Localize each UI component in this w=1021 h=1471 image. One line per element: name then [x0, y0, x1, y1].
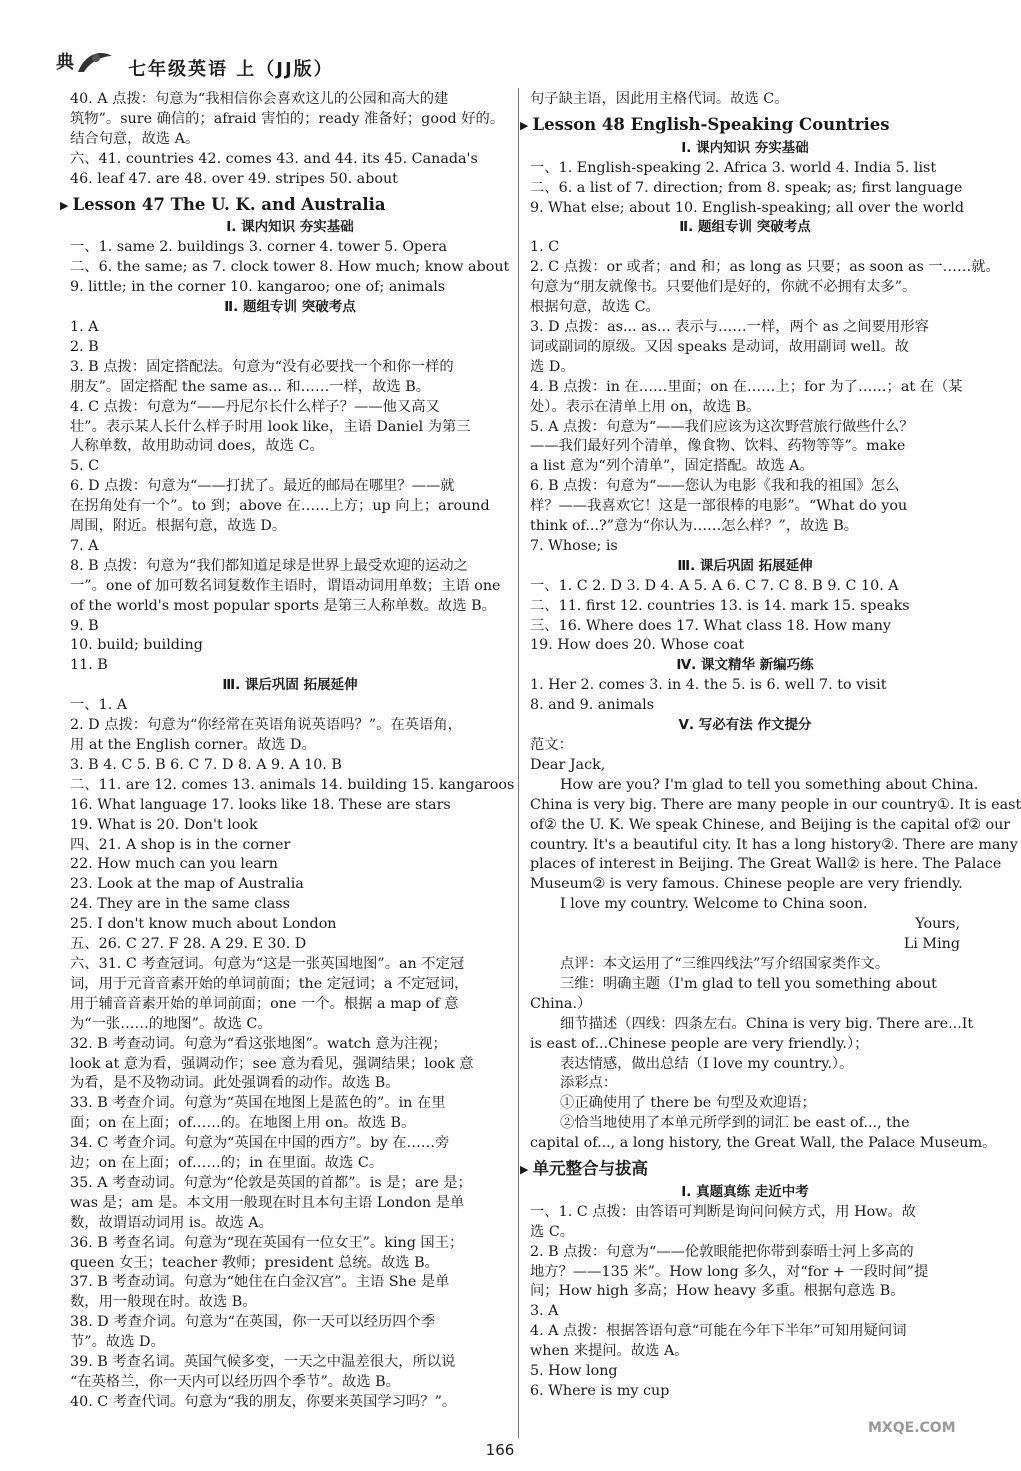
paragraph-line: 细节描述（四线：四条左右。China is very big. There are...It	[560, 1015, 974, 1032]
left-column	[70, 90, 515, 1413]
answer-line: 19. What is 20. Don't look	[70, 816, 258, 833]
answer-line: 4. C 点拨：句意为“——丹尼尔长什么样子？——他又高又	[70, 398, 440, 415]
answer-line: 句子缺主语，因此用主格代词。故选 C。	[530, 91, 789, 107]
answer-line: 句意为“朋友就像书。只要他们是好的，你就不必拥有太多”。	[530, 279, 917, 296]
answer-line: 40. C 考查代词。句意为“我的朋友，你要来英国学习吗？”。	[70, 1393, 457, 1410]
answer-line: 一、1. same 2. buildings 3. corner 4. tower 5. Opera	[70, 239, 448, 256]
answer-line: 词，用于元音音素开始的单词前面；the 定冠词；a 不定冠词，	[70, 975, 469, 992]
section-heading: Ⅱ. 题组专训 突破考点	[679, 219, 811, 236]
section-heading: Ⅰ. 课内知识 夯实基础	[226, 219, 354, 236]
lesson-heading: ▶ Lesson 47 The U. K. and Australia	[60, 195, 510, 216]
paragraph-line: 三维：明确主题（I'm glad to tell you something about	[560, 975, 937, 992]
answer-line: a list 意为“列个清单”，固定搭配。故选 A。	[530, 458, 814, 475]
answer-line: 一、1. English-speaking 2. Africa 3. world 4. India 5. list	[530, 159, 937, 176]
page-header	[38, 28, 963, 78]
answer-line: 处）。表示在清单上用 on，故选 B。	[530, 398, 761, 415]
answer-line: 用于辅音音素开始的单词前面；one 一个。根据 a map of 意	[70, 995, 459, 1012]
answer-line: 3. B 点拨：固定搭配法。句意为“没有必要找一个和你一样的	[70, 358, 454, 375]
answer-line: 词或副词的原级。又因 speaks 是动词，故用副词 well。故	[530, 338, 909, 355]
answer-line: “在英格兰，你一天内可以经历四个季节”。故选 B。	[70, 1374, 400, 1390]
section-heading: Ⅲ. 课后巩固 拓展延伸	[677, 557, 813, 574]
answer-line: 1. C	[530, 239, 560, 256]
answer-line: places of interest in Beijing. The Great Wall② is here. The Palace	[530, 856, 1002, 873]
answer-line: 4. B 点拨：in 在……里面；on 在……上；for 为了……；at 在（某	[530, 378, 963, 395]
paragraph-line: I love my country. Welcome to China soon.	[560, 896, 868, 913]
section-heading: Ⅴ. 写必有法 作文提分	[678, 717, 812, 734]
section-heading: Ⅳ. 课文精华 新编巧练	[676, 657, 814, 674]
answer-line: 筑物”。sure 确信的；afraid 害怕的；ready 准备好；good 好的。	[70, 110, 505, 127]
answer-line: 9. B	[70, 617, 99, 634]
answer-line: 选 C。	[530, 1223, 575, 1240]
answer-line: 一、1. C 点拨：由答语可判断是询问问候方式，用 How。故	[530, 1203, 917, 1220]
answer-line: Dear Jack,	[530, 756, 606, 773]
answer-line: 24. They are in the same class	[70, 896, 290, 913]
answer-line: 数，故谓语动词用 is。故选 A。	[70, 1214, 273, 1231]
paragraph-line: ①正确使用了 there be 句型及欢迎语；	[560, 1095, 816, 1112]
answer-line: 四、21. A shop is in the corner	[70, 836, 291, 853]
answer-line: 22. How much can you learn	[70, 856, 278, 873]
answer-line: 9. little; in the corner 10. kangaroo; one of; animals	[70, 279, 446, 296]
section-heading: Ⅰ. 真题真练 走近中考	[681, 1183, 809, 1200]
answer-line: 为看，是不及物动词。此处强调看的动作。故选 B。	[70, 1075, 400, 1092]
answer-line: 1. A	[70, 318, 99, 335]
answer-line: was 是；am 是。本文用一般现在时且本句主语 London 是单	[70, 1194, 465, 1211]
answer-line: of② the U. K. We speak Chinese, and Beijing is the capital of② our	[530, 816, 1011, 833]
answer-line: 23. Look at the map of Australia	[70, 876, 304, 893]
answer-line: 38. D 考查介词。句意为“在英国，你一天可以经历四个季	[70, 1314, 436, 1331]
answer-line: when 来提问。故选 A。	[530, 1343, 689, 1360]
answer-line: 六、31. C 考查冠词。句意为“这是一张英国地图”。an 不定冠	[70, 955, 465, 972]
answer-line: 8. B 点拨：句意为“我们都知道足球是世界上最受欢迎的运动之	[70, 557, 468, 574]
lesson-heading: ▶ 单元整合与拔高	[520, 1159, 960, 1180]
paragraph-line: ②恰当地使用了本单元所学到的词汇 be east of..., the	[560, 1115, 910, 1132]
answer-line: 范文：	[530, 737, 573, 753]
answer-line: 人称单数，故用助动词 does，故选 C。	[70, 438, 324, 455]
answer-line: 6. Where is my cup	[530, 1383, 670, 1399]
answer-line: 16. What language 17. looks like 18. These are stars	[70, 796, 451, 813]
answer-line: 8. and 9. animals	[530, 697, 655, 714]
answer-line: 36. B 考查名词。句意为“现在英国有一位女王”。king 国王；	[70, 1234, 464, 1251]
paragraph-line: 添彩点：	[560, 1075, 618, 1092]
answer-line: 数，用一般现在时。故选 B。	[70, 1294, 257, 1311]
section-heading: Ⅰ. 课内知识 夯实基础	[681, 139, 809, 156]
answer-line: 25. I don't know much about London	[70, 916, 337, 933]
answer-line: 二、11. first 12. countries 13. is 14. mark 15. speaks	[530, 597, 910, 614]
answer-line: 一、1. C 2. D 3. D 4. A 5. A 6. C 7. C 8. B 9. C 10. A	[530, 577, 899, 594]
answer-line: 二、6. a list of 7. direction; from 8. speak; as; first language	[530, 179, 963, 196]
paragraph-line: 表达情感，做出总结（I love my country.）。	[560, 1055, 854, 1072]
answer-line: 32. B 考查动词。句意为“看这张地图”。watch 意为注视；	[70, 1035, 447, 1052]
signature-line: Yours,	[915, 916, 960, 933]
answer-line: 一、1. A	[70, 697, 128, 714]
answer-line: 3. A	[530, 1303, 559, 1320]
section-heading: Ⅱ. 题组专训 突破考点	[224, 299, 356, 316]
answer-line: 用 at the English corner。故选 D。	[70, 737, 316, 753]
answer-line: 5. A 点拨：句意为“——我们应该为这次野营旅行做些什么？	[530, 418, 914, 435]
answer-line: 10. build; building	[70, 637, 203, 654]
answer-line: 1. Her 2. comes 3. in 4. the 5. is 6. well 7. to visit	[530, 677, 887, 694]
answer-line: 周围，附近。根据句意，故选 D。	[70, 518, 287, 535]
answer-line: 2. C 点拨：or 或者；and 和；as long as 只要；as soon as 一……就。	[530, 259, 1000, 276]
answer-line: 壮”。表示某人长什么样子时用 look like，主语 Daniel 为第三	[70, 418, 471, 435]
answer-line: 2. B 点拨：句意为“——伦敦眼能把你带到泰晤士河上多高的	[530, 1243, 914, 1260]
answer-line: 在拐角处有一个”。to 到；above 在……上方；up 向上；around	[70, 498, 490, 515]
right-column	[530, 90, 1021, 1402]
answer-line: of the world's most popular sports 是第三人称单数。故选 B。	[70, 597, 496, 614]
answer-line: 选 D。	[530, 358, 575, 375]
answer-line: 朋友”。固定搭配 the same as... 和……一样，故选 B。	[70, 378, 431, 395]
answer-line: 33. B 考查介词。句意为“英国在地图上是蓝色的”。in 在里	[70, 1095, 446, 1112]
answer-line: 样？——我喜欢它！这是一部很棒的电影”。“What do you	[530, 498, 908, 515]
answer-line: 边；on 在上面；of……的；in 在里面。故选 C。	[70, 1155, 384, 1172]
answer-line: 地方？——135 米”。How long 多久，对“for + 一段时间”提	[530, 1263, 929, 1280]
watermark: MXQE.COM	[868, 1420, 956, 1436]
answer-line: 六、41. countries 42. comes 43. and 44. its 45. Canada's	[70, 150, 478, 167]
answer-line: 40. A 点拨：句意为“我相信你会喜欢这儿的公园和高大的建	[70, 91, 449, 107]
answer-line: 二、11. are 12. comes 13. animals 14. building 15. kangaroos	[70, 776, 515, 793]
answer-line: 五、26. C 27. F 28. A 29. E 30. D	[70, 936, 307, 953]
answer-line: 节”。故选 D。	[70, 1334, 165, 1351]
answer-line: 19. How does 20. Whose coat	[530, 637, 745, 654]
answer-line: 9. What else; about 10. English-speaking; all over the world	[530, 199, 965, 216]
answer-line: 问；How high 多高；How heavy 多重。根据句意选 B。	[530, 1283, 905, 1300]
answer-line: queen 女王；teacher 教师；president 总统。故选 B。	[70, 1254, 439, 1271]
answer-line: 7. Whose; is	[530, 537, 618, 554]
book-title: 七年级英语 上（JJ版）	[128, 59, 334, 80]
answer-line: 6. D 点拨：句意为“——打扰了。最近的邮局在哪里？——就	[70, 478, 455, 495]
lesson-heading: ▶ Lesson 48 English-Speaking Countries	[520, 115, 960, 136]
answer-line: 11. B	[70, 657, 108, 674]
answer-line: look at 意为看，强调动作；see 意为看见，强调结果；look 意	[70, 1055, 474, 1072]
svg-text:典: 典	[56, 52, 74, 73]
answer-line: 面；on 在上面；of……的。在地图上用 on。故选 B。	[70, 1115, 416, 1132]
section-heading: Ⅲ. 课后巩固 拓展延伸	[222, 677, 358, 694]
answer-line: think of...?”意为“你认为……怎么样？”，故选 B。	[530, 518, 859, 535]
paragraph-line: 点评：本文运用了“三维四线法”写介绍国家类作文。	[560, 955, 890, 972]
column-divider	[518, 88, 519, 1438]
answer-line: 一”。one of 加可数名词复数作主语时，谓语动词用单数；主语 one	[70, 577, 501, 594]
answer-line: 结合句意，故选 A。	[70, 130, 200, 147]
signature-line: Li Ming	[903, 936, 960, 953]
answer-line: ——我们最好列个清单，像食物、饮料、药物等等”。make	[530, 438, 906, 455]
answer-line: 7. A	[70, 537, 99, 554]
answer-line: 根据句意，故选 C。	[530, 299, 660, 316]
answer-line: 3. B 4. C 5. B 6. C 7. D 8. A 9. A 10. B	[70, 756, 342, 773]
answer-line: 5. C	[70, 458, 100, 475]
answer-line: 46. leaf 47. are 48. over 49. stripes 50. about	[70, 170, 398, 187]
answer-line: is east of...Chinese people are very friendly.）；	[530, 1035, 869, 1052]
answer-line: 3. D 点拨：as... as... 表示与……一样，两个 as 之间要用形容	[530, 318, 929, 335]
answer-line: China is very big. There are many people in our country①. It is east	[530, 796, 1021, 813]
answer-line: 5. How long	[530, 1363, 618, 1380]
answer-line: 二、6. the same; as 7. clock tower 8. How much; know about	[70, 259, 510, 276]
answer-line: 4. A 点拨：根据答语句意“可能在今年下半年”可知用疑问词	[530, 1323, 907, 1340]
answer-line: 6. B 点拨：句意为“——您认为电影《我和我的祖国》怎么	[530, 478, 900, 495]
answer-line: 2. D 点拨：句意为“你经常在英语角说英语吗？”。在英语角，	[70, 717, 462, 734]
answer-line: 39. B 考查名词。英国气候多变，一天之中温差很大，所以说	[70, 1354, 456, 1371]
page-number: 166	[485, 1441, 515, 1459]
answer-line: 三、16. Where does 17. What class 18. How many	[530, 617, 892, 634]
answer-line: capital of..., a long history, the Great Wall, the Palace Museum。	[530, 1135, 997, 1152]
answer-line: China.）	[530, 995, 592, 1012]
answer-line: 35. A 考查动词。句意为“伦敦是英国的首都”。is 是；are 是；	[70, 1174, 472, 1191]
answer-line: 2. B	[70, 338, 99, 355]
answer-line: 为“一张……的地图”。故选 C。	[70, 1015, 272, 1032]
answer-line: Museum② is very famous. Chinese people are very friendly.	[530, 876, 963, 893]
answer-line: 34. C 考查介词。句意为“英国在中国的西方”。by 在……旁	[70, 1135, 450, 1152]
answer-line: 37. B 考查动词。句意为“她住在白金汉宫”。主语 She 是单	[70, 1274, 450, 1291]
answer-line: country. It's a beautiful city. It has a long history②. There are many	[530, 836, 1018, 853]
paragraph-line: How are you? I'm glad to tell you something about China.	[560, 776, 979, 793]
book-logo-icon	[56, 46, 116, 76]
